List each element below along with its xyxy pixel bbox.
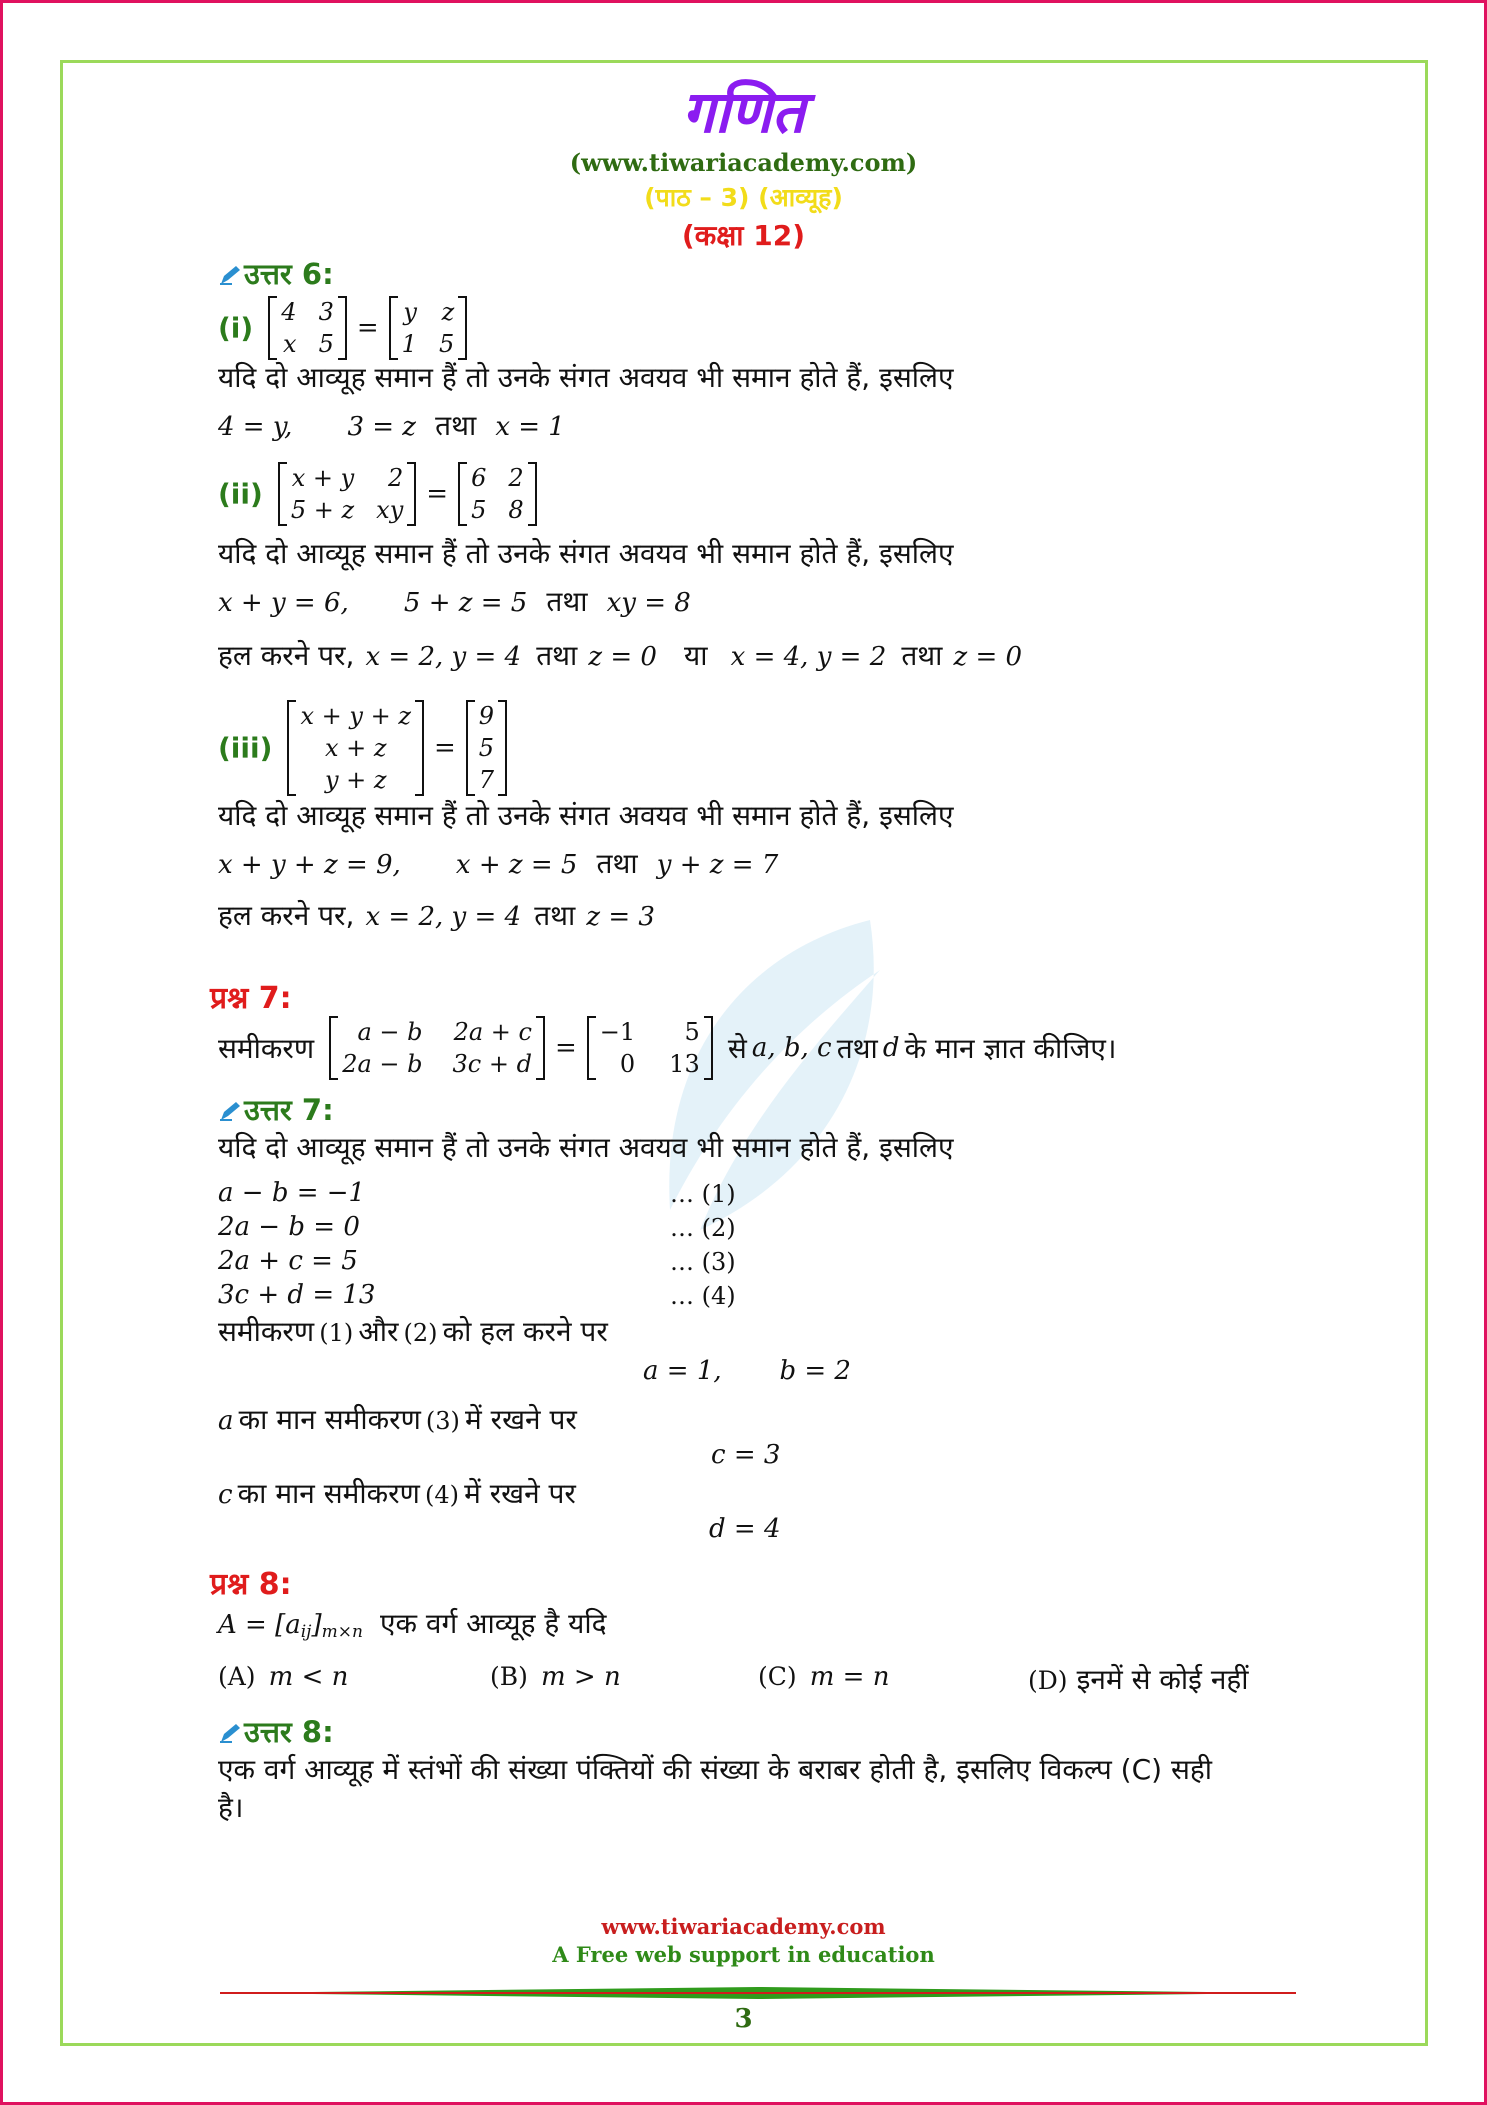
answer-7-step-1 (218, 1312, 608, 1350)
part-label: (iii) (218, 731, 273, 765)
statement-text: एक वर्ग आव्यूह है यदि (380, 1607, 607, 1640)
question-7-statement (218, 1016, 1116, 1080)
pen-icon (218, 1100, 242, 1122)
answer-6-heading (218, 254, 334, 293)
matrix-cell: 5 (478, 734, 495, 762)
conjunction: तथा (836, 1032, 878, 1065)
step-ref: (1) (319, 1319, 354, 1347)
result-3: xy = 8 (606, 588, 691, 618)
answer-6-part-2-solution (218, 636, 1022, 674)
matrix-lhs (329, 1016, 545, 1080)
footer-tagline: A Free web support in education (552, 1942, 935, 1967)
question-8-heading: प्रश्न 8: (210, 1567, 292, 1602)
step-var: a (218, 1406, 234, 1436)
footer-divider (220, 1986, 1296, 2000)
matrix-cell: 3c + d (452, 1050, 532, 1078)
equation-4: 3c + d = 13 (218, 1280, 376, 1310)
matrix-cell: y + z (324, 766, 387, 794)
question-8-statement (218, 1604, 607, 1642)
statement-math: A = [a (218, 1610, 301, 1640)
part-label: (i) (218, 311, 254, 345)
matrix-cell: 5 + z (290, 496, 355, 524)
step-text: में रखने पर (464, 1477, 576, 1510)
step-var: c (218, 1480, 233, 1510)
solution-2: z = 3 (586, 902, 655, 932)
matrix-rhs (466, 700, 507, 796)
matrix-cell: z (441, 298, 455, 326)
option-label: (B) (490, 1662, 528, 1691)
matrix-cell: xy (376, 496, 404, 524)
result-1: x + y + z = 9, (218, 850, 401, 880)
or-label: या (684, 639, 708, 672)
matrix-cell: x (283, 330, 297, 358)
equals-sign: = (356, 313, 379, 343)
answer-6-part-2-result (218, 582, 691, 620)
answer-6-part-1-equation (218, 296, 467, 360)
step-text: का मान समीकरण (238, 1403, 421, 1436)
result-3: y + z = 7 (656, 850, 779, 880)
matrix-cell: 8 (508, 496, 524, 524)
equation-3: 2a + c = 5 (218, 1246, 358, 1276)
answer-7-step-3 (218, 1474, 576, 1512)
answer-7-step-2 (218, 1400, 577, 1438)
result-2: x + z = 5 (455, 850, 578, 880)
solving-label: हल करने पर, (218, 639, 355, 672)
equation-1: a − b = −1 (218, 1178, 366, 1208)
matrix-cell: 5 (438, 330, 455, 358)
matrix-lhs (287, 700, 423, 796)
option-value: m < n (268, 1662, 349, 1692)
equality-statement: यदि दो आव्यूह समान हैं तो उनके संगत अवयव भी समान होते हैं, इसलिए (218, 537, 954, 570)
answer-8-heading-text: उत्तर 8: (244, 1715, 334, 1749)
answer-8-heading (218, 1712, 334, 1751)
equation-ref-3: … (3) (670, 1248, 736, 1276)
option-c (758, 1662, 889, 1692)
statement-subscript: m×n (321, 1622, 363, 1643)
step-ref: (2) (403, 1319, 438, 1347)
step-ref: (4) (424, 1481, 459, 1509)
option-d (1028, 1660, 1248, 1698)
answer-6-part-3-equation (218, 700, 507, 796)
solution-2: z = 0 (588, 642, 657, 672)
matrix-rhs (458, 462, 537, 526)
header-url: (www.tiwariacademy.com) (569, 148, 918, 177)
equals-sign: = (433, 733, 456, 763)
answer-7-heading (218, 1090, 334, 1129)
matrix-cell: 5 (471, 496, 487, 524)
matrix-cell: 4 (281, 298, 297, 326)
equals-sign: = (426, 479, 449, 509)
conjunction: तथा (536, 639, 578, 672)
solution-1: x = 2, y = 4 (365, 642, 522, 672)
conjunction: तथा (435, 409, 477, 442)
matrix-rhs (587, 1016, 713, 1080)
class-label: (कक्षा 12) (681, 219, 806, 252)
matrix-cell: x + z (324, 734, 387, 762)
step-ref: (3) (425, 1407, 460, 1435)
matrix-cell: a − b (357, 1018, 423, 1046)
matrix-cell: 2a − b (342, 1050, 423, 1078)
equals-sign: = (554, 1033, 577, 1063)
option-value: m > n (540, 1662, 621, 1692)
option-b (490, 1662, 621, 1692)
answer-6-part-2-equation (218, 462, 537, 526)
option-label: (C) (758, 1662, 797, 1691)
option-label: (A) (218, 1662, 256, 1691)
result-3: x = 1 (495, 412, 565, 442)
step-text: और (358, 1315, 399, 1348)
result-2: 5 + z = 5 (403, 588, 528, 618)
step-2-result: c = 3 (711, 1440, 781, 1470)
question-prefix: समीकरण (218, 1032, 315, 1065)
result-1: x + y = 6, (218, 588, 349, 618)
statement-bracket: ] (311, 1610, 322, 1640)
answer-6-heading-text: उत्तर 6: (244, 257, 334, 291)
step-text: में रखने पर (465, 1403, 577, 1436)
answer-6-part-1-result (218, 406, 565, 444)
pen-icon (218, 264, 242, 286)
matrix-cell: y (403, 298, 417, 326)
conjunction: तथा (546, 585, 588, 618)
matrix-cell: x + y (291, 464, 355, 492)
question-suffix: के मान ज्ञात कीजिए। (904, 1032, 1117, 1065)
matrix-cell: −1 (599, 1018, 636, 1046)
solving-label: हल करने पर, (218, 899, 355, 932)
matrix-cell: x + y + z (300, 702, 411, 730)
result-2: 3 = z (347, 412, 417, 442)
step-1-result: a = 1, b = 2 (643, 1356, 851, 1386)
step-3-result: d = 4 (709, 1514, 781, 1544)
answer-7-heading-text: उत्तर 7: (244, 1093, 334, 1127)
part-label: (ii) (218, 477, 263, 511)
page-number: 3 (734, 2004, 753, 2034)
matrix-lhs (268, 296, 347, 360)
matrix-cell: 2 (387, 464, 404, 492)
answer-8-line-2: है। (218, 1791, 244, 1824)
step-text: का मान समीकरण (237, 1477, 420, 1510)
matrix-cell: 2 (508, 464, 524, 492)
conjunction: तथा (901, 639, 943, 672)
equality-statement: यदि दो आव्यूह समान हैं तो उनके संगत अवयव भी समान होते हैं, इसलिए (218, 1131, 954, 1164)
solution-1: x = 2, y = 4 (365, 902, 522, 932)
matrix-cell: 5 (318, 330, 334, 358)
step-text: को हल करने पर (442, 1315, 608, 1348)
matrix-lhs (278, 462, 416, 526)
conjunction: तथा (596, 847, 638, 880)
solution-3: x = 4, y = 2 (730, 642, 887, 672)
matrix-cell: 5 (684, 1018, 700, 1046)
option-label: (D) (1028, 1666, 1068, 1695)
equation-ref-4: … (4) (670, 1282, 736, 1310)
equality-statement: यदि दो आव्यूह समान हैं तो उनके संगत अवयव भी समान होते हैं, इसलिए (218, 799, 954, 832)
matrix-cell: 9 (478, 702, 495, 730)
statement-subscript: ij (300, 1622, 312, 1643)
matrix-cell: 2a + c (453, 1018, 532, 1046)
question-vars: a, b, c (751, 1033, 832, 1063)
conjunction: तथा (534, 899, 576, 932)
option-value: इनमें से कोई नहीं (1076, 1663, 1249, 1696)
page-title: गणित (682, 78, 805, 146)
matrix-cell: 6 (471, 464, 487, 492)
matrix-cell: 1 (401, 330, 417, 358)
question-7-heading: प्रश्न 7: (210, 981, 292, 1016)
equation-2: 2a − b = 0 (218, 1212, 360, 1242)
answer-6-part-3-solution (218, 896, 655, 934)
step-text: समीकरण (218, 1315, 315, 1348)
matrix-rhs (389, 296, 468, 360)
footer-url: www.tiwariacademy.com (601, 1914, 886, 1939)
result-1: 4 = y, (218, 412, 293, 442)
matrix-cell: 7 (478, 766, 495, 794)
solution-4: z = 0 (953, 642, 1023, 672)
answer-6-part-3-result (218, 844, 778, 882)
chapter-label: (पाठ – 3) (आव्यूह) (644, 183, 843, 212)
equation-ref-1: … (1) (670, 1180, 736, 1208)
answer-8-line-1: एक वर्ग आव्यूह में स्तंभों की संख्या पंक्तियों की संख्या के बराबर होती है, इसलिए विकल्प (C) सही (218, 1753, 1213, 1786)
question-var-d: d (882, 1033, 900, 1063)
option-value: m = n (809, 1662, 890, 1692)
option-a (218, 1662, 348, 1692)
equality-statement: यदि दो आव्यूह समान हैं तो उनके संगत अवयव भी समान होते हैं, इसलिए (218, 361, 954, 394)
question-mid: से (727, 1032, 747, 1065)
matrix-cell: 13 (669, 1050, 700, 1078)
matrix-cell: 0 (619, 1050, 636, 1078)
equation-ref-2: … (2) (670, 1214, 736, 1242)
pen-icon (218, 1722, 242, 1744)
matrix-cell: 3 (318, 298, 334, 326)
